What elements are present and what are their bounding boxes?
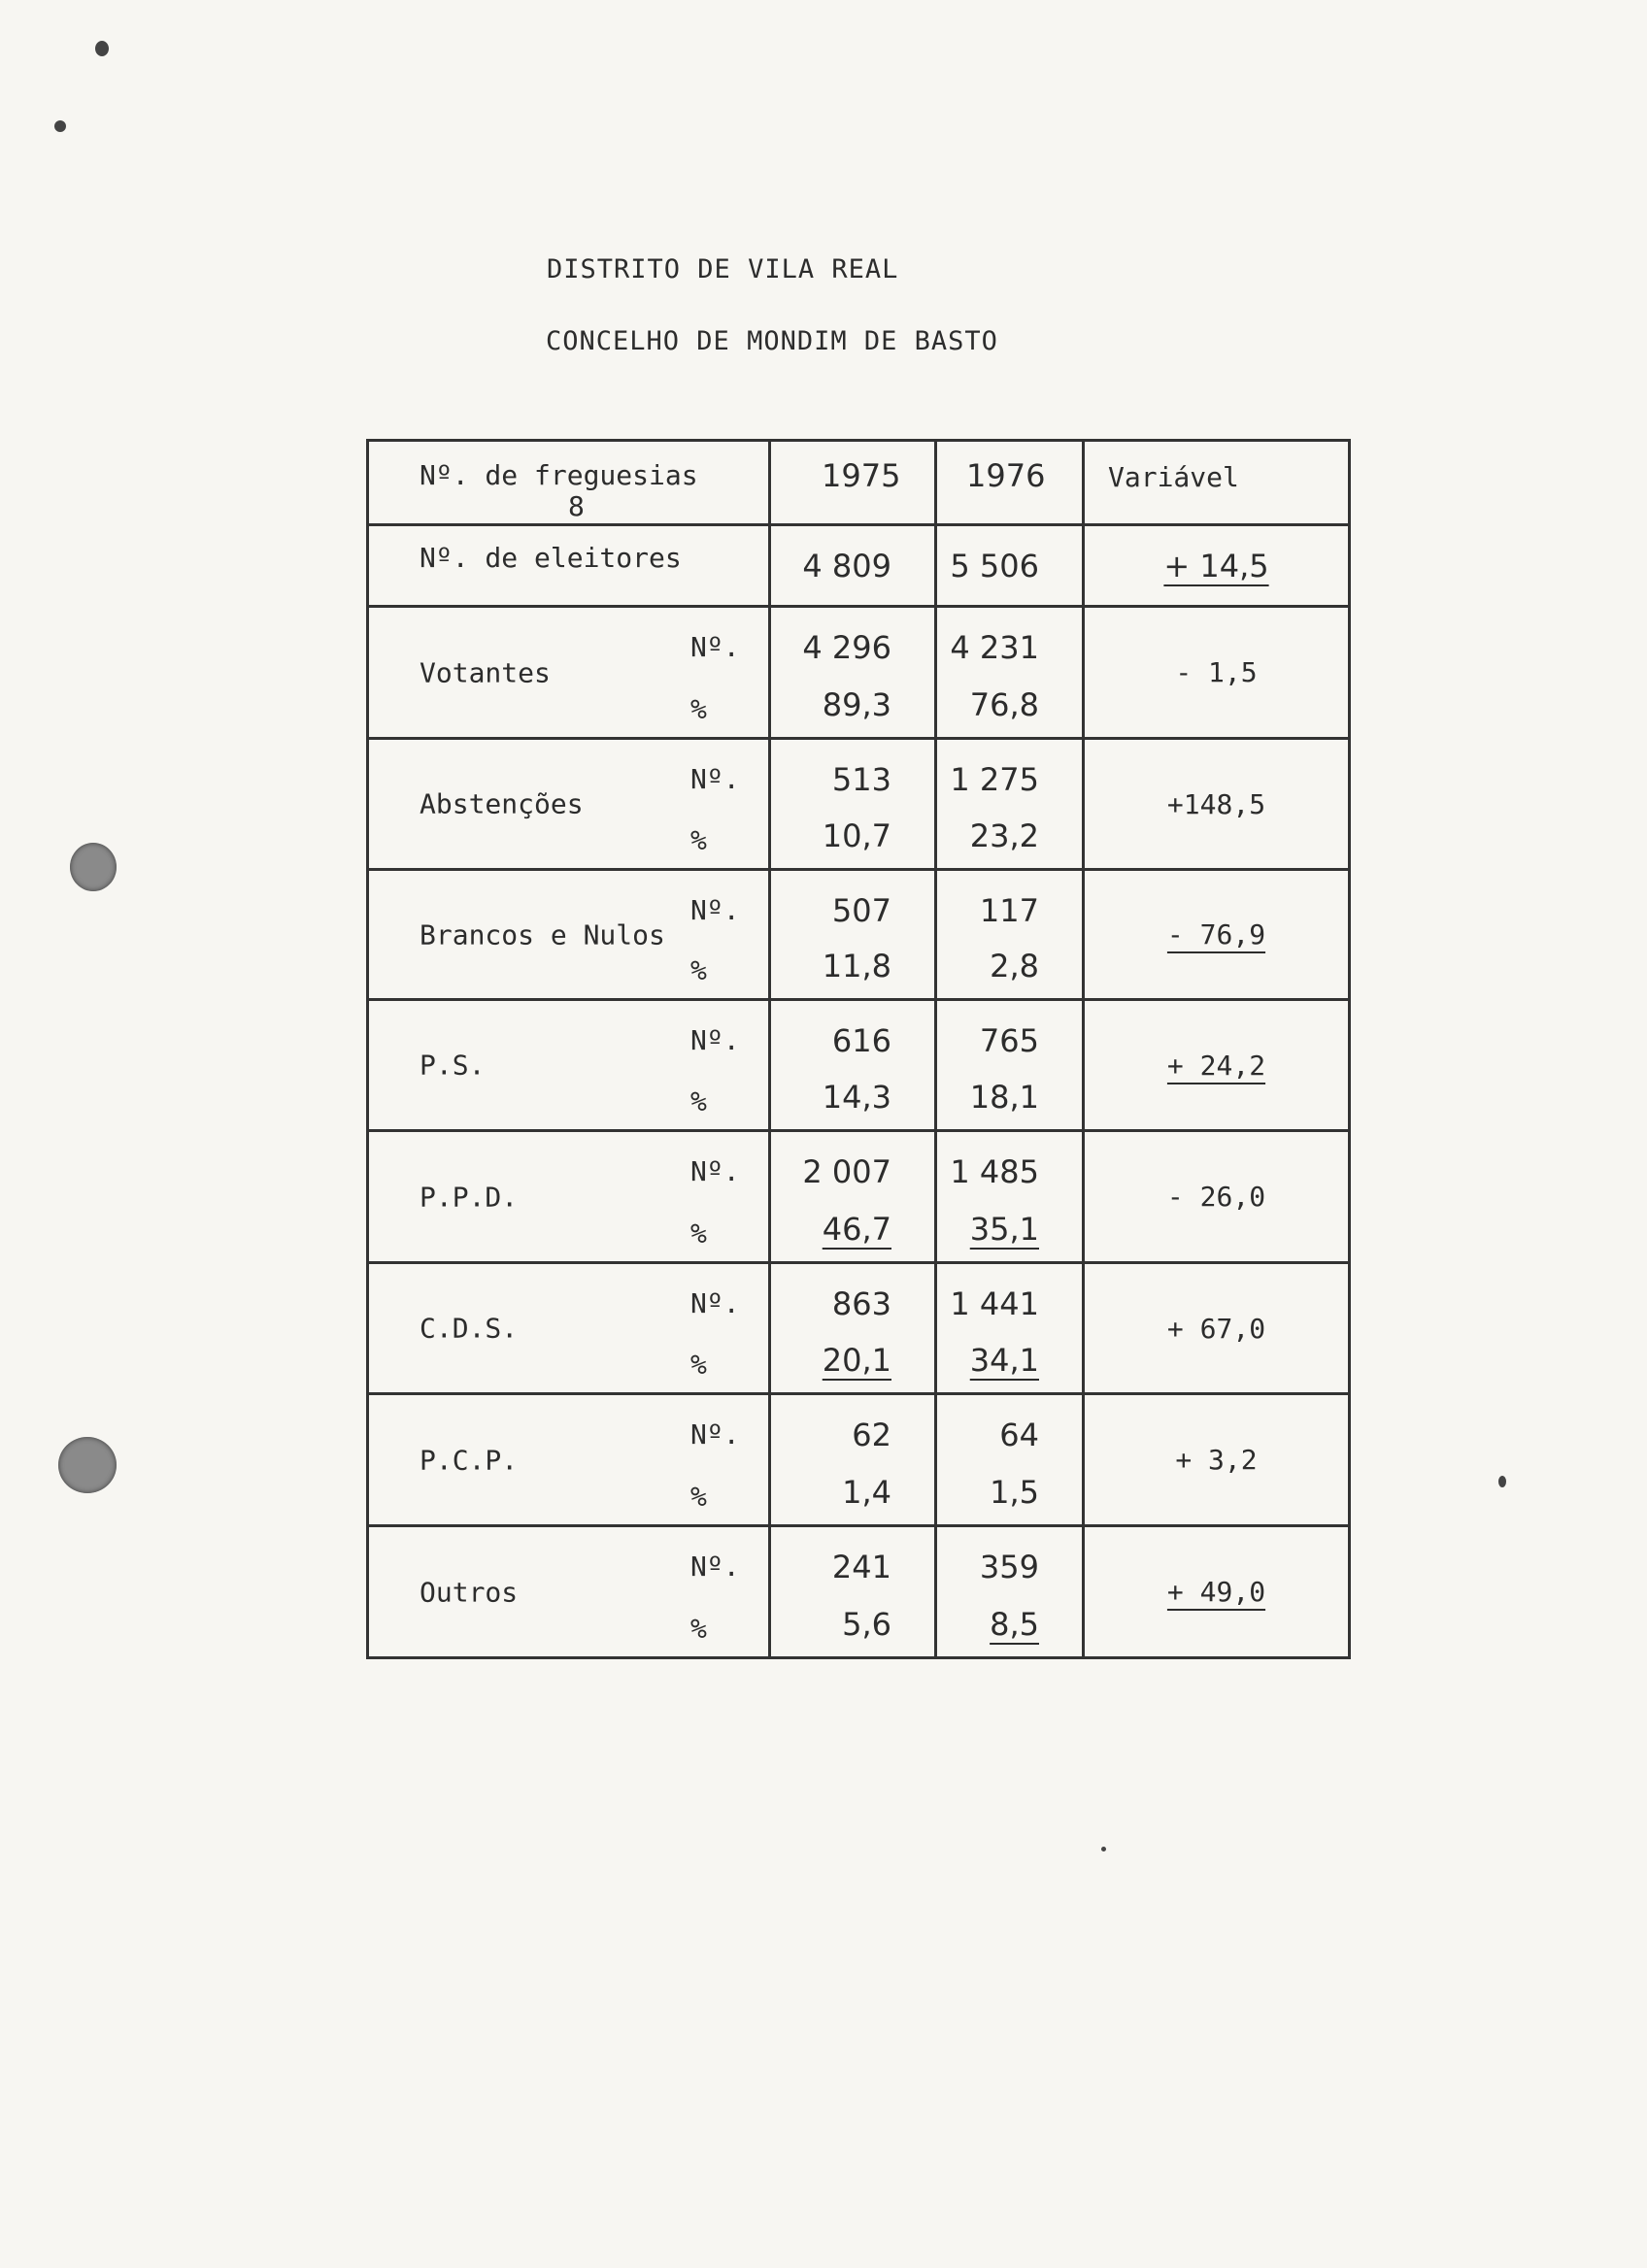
unit-percent: % [690,1085,707,1117]
value-pct-1976: 2,8 [990,948,1039,984]
value-n-1975: 616 [831,1022,891,1059]
speck [54,120,66,132]
punch-hole-top [70,843,117,891]
row-1975-cell [770,1526,936,1658]
value-n-1975: 863 [831,1285,891,1322]
row-1976-cell [936,607,1084,739]
table-row [368,1000,1350,1131]
row-1975-cell [770,1131,936,1263]
row-variavel-cell [1084,1263,1350,1394]
row-1976-cell [936,739,1084,870]
election-results-table [366,439,1351,1659]
unit-percent: % [690,1217,707,1250]
row-label: Brancos e Nulos [420,918,665,951]
unit-number: Nº. [690,631,740,663]
row-label-cell [368,1131,770,1263]
table-row [368,1263,1350,1394]
value-n-1976: 1 485 [950,1153,1039,1190]
value-pct-1976: 8,5 [990,1606,1039,1643]
row-1975-cell [770,607,936,739]
unit-number: Nº. [690,1024,740,1056]
row-label: Votantes [420,656,551,688]
parishes-count: 8 [568,490,585,522]
electors-1976: 5 506 [950,547,1039,584]
row-1976-cell [936,1131,1084,1263]
unit-percent: % [690,954,707,986]
value-variavel: - 26,0 [1166,1181,1266,1213]
table-row [368,739,1350,870]
header-1975 [770,441,936,525]
unit-percent: % [690,693,707,725]
header-variavel [1084,441,1350,525]
row-label-cell [368,870,770,1000]
table-row [368,870,1350,1000]
row-1976-cell [936,1526,1084,1658]
row-variavel-cell [1084,607,1350,739]
value-variavel: + 3,2 [1175,1444,1258,1476]
row-label-cell [368,739,770,870]
speck [1101,1847,1106,1851]
value-pct-1976: 35,1 [969,1211,1039,1248]
value-variavel: + 67,0 [1166,1312,1266,1345]
value-n-1976: 1 441 [950,1285,1039,1322]
electors-1975-cell [770,525,936,607]
value-variavel: - 76,9 [1166,918,1266,951]
corner-cell [368,441,770,525]
header-1976 [936,441,1084,525]
value-n-1976: 64 [999,1417,1039,1453]
row-1976-cell [936,1000,1084,1131]
row-label: C.D.S. [420,1312,519,1345]
municipality-title: CONCELHO DE MONDIM DE BASTO [546,326,998,356]
electors-variavel-cell [1084,525,1350,607]
value-variavel: + 49,0 [1166,1576,1266,1608]
unit-percent: % [690,824,707,856]
electors-label: Nº. de eleitores [420,542,682,574]
row-label: P.C.P. [420,1444,519,1476]
value-n-1976: 765 [979,1022,1039,1059]
row-label-cell [368,1000,770,1131]
value-pct-1975: 14,3 [822,1079,891,1116]
row-label-cell [368,607,770,739]
row-variavel-cell [1084,870,1350,1000]
unit-number: Nº. [690,1551,740,1583]
value-pct-1976: 76,8 [969,686,1039,723]
row-variavel-cell [1084,739,1350,870]
value-pct-1975: 89,3 [822,686,891,723]
year-1975: 1975 [822,457,901,494]
row-label-cell [368,1394,770,1526]
value-variavel: + 24,2 [1166,1049,1266,1082]
value-n-1975: 4 296 [802,629,891,666]
row-1975-cell [770,1000,936,1131]
table-row [368,1394,1350,1526]
row-variavel-cell [1084,1131,1350,1263]
row-label-cell [368,1526,770,1658]
row-1975-cell [770,1394,936,1526]
value-n-1975: 2 007 [802,1153,891,1190]
electors-1975: 4 809 [802,547,891,584]
district-title: DISTRITO DE VILA REAL [547,254,899,284]
row-label: Outros [420,1576,519,1608]
row-1976-cell [936,1394,1084,1526]
value-n-1976: 359 [979,1549,1039,1585]
unit-number: Nº. [690,894,740,926]
unit-percent: % [690,1481,707,1513]
electors-variavel: + 14,5 [1163,547,1269,584]
value-pct-1975: 11,8 [822,948,891,984]
value-pct-1976: 18,1 [969,1079,1039,1116]
punch-hole-bottom [58,1437,117,1493]
value-n-1976: 117 [979,892,1039,929]
unit-number: Nº. [690,1418,740,1451]
value-n-1975: 62 [852,1417,891,1453]
row-1976-cell [936,870,1084,1000]
unit-number: Nº. [690,763,740,795]
value-n-1975: 513 [831,761,891,798]
value-pct-1975: 20,1 [822,1342,891,1379]
value-pct-1976: 1,5 [990,1474,1039,1511]
table-row [368,1131,1350,1263]
row-variavel-cell [1084,1526,1350,1658]
row-1975-cell [770,1263,936,1394]
parishes-label: Nº. de freguesias [420,459,698,491]
table-row [368,1526,1350,1658]
electors-label-cell [368,525,770,607]
row-1975-cell [770,739,936,870]
row-1975-cell [770,870,936,1000]
unit-percent: % [690,1613,707,1645]
row-variavel-cell [1084,1394,1350,1526]
speck [95,41,109,56]
value-n-1976: 1 275 [950,761,1039,798]
header-row [368,441,1350,525]
value-pct-1975: 10,7 [822,817,891,854]
row-label-cell [368,1263,770,1394]
row-label: P.S. [420,1049,486,1082]
variavel-label: Variável [1108,461,1239,493]
value-pct-1975: 46,7 [822,1211,891,1248]
electors-row [368,525,1350,607]
value-pct-1975: 5,6 [842,1606,891,1643]
row-label: P.P.D. [420,1181,519,1213]
value-variavel: +148,5 [1166,787,1266,820]
row-variavel-cell [1084,1000,1350,1131]
row-1976-cell [936,1263,1084,1394]
table-row [368,607,1350,739]
value-n-1976: 4 231 [950,629,1039,666]
value-n-1975: 507 [831,892,891,929]
unit-percent: % [690,1349,707,1381]
speck [1498,1476,1506,1487]
value-pct-1976: 34,1 [969,1342,1039,1379]
value-pct-1975: 1,4 [842,1474,891,1511]
unit-number: Nº. [690,1287,740,1319]
value-pct-1976: 23,2 [969,817,1039,854]
value-variavel: - 1,5 [1175,656,1258,688]
unit-number: Nº. [690,1155,740,1187]
value-n-1975: 241 [831,1549,891,1585]
year-1976: 1976 [966,457,1046,494]
electors-1976-cell [936,525,1084,607]
row-label: Abstenções [420,787,584,820]
